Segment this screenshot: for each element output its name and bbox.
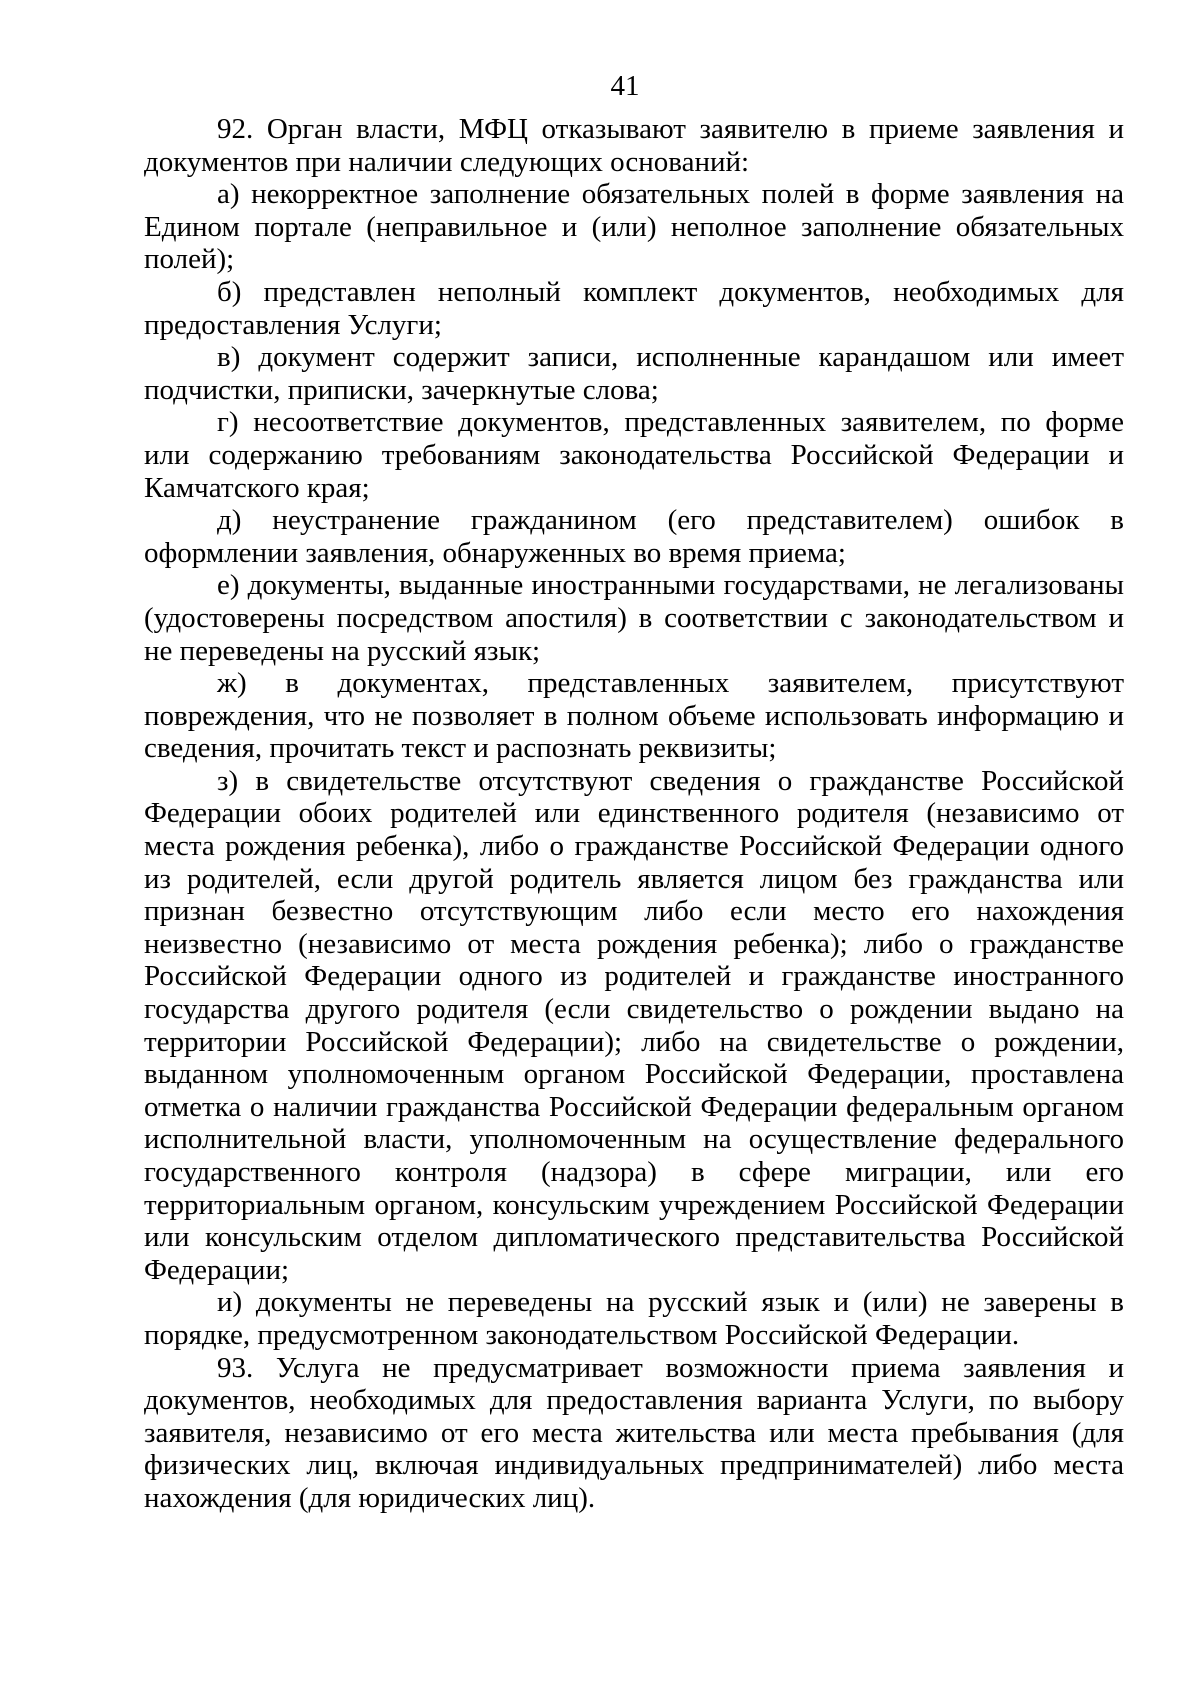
list-item-g: г) несоответствие документов, представленных заявителем, по форме или содержанию требованиям законодательства Российской Федерации и Камчатского края; [144, 406, 1124, 504]
document-body [144, 113, 1124, 1515]
list-item-a: а) некорректное заполнение обязательных полей в форме заявления на Едином портале (неправильное и (или) неполное заполнение обязательных полей); [144, 178, 1124, 276]
list-item-e: е) документы, выданные иностранными государствами, не легализованы (удостоверены посредством апостиля) в соответствии с законодательством и не переведены на русский язык; [144, 569, 1124, 667]
list-item-i: и) документы не переведены на русский язык и (или) не заверены в порядке, предусмотренном законодательством Российской Федерации. [144, 1286, 1124, 1351]
list-item-d: д) неустранение гражданином (его представителем) ошибок в оформлении заявления, обнаруженных во время приема; [144, 504, 1124, 569]
list-item-v: в) документ содержит записи, исполненные карандашом или имеет подчистки, приписки, зачеркнутые слова; [144, 341, 1124, 406]
paragraph-92: 92. Орган власти, МФЦ отказывают заявителю в приеме заявления и документов при наличии следующих оснований: [144, 113, 1124, 178]
list-item-z: з) в свидетельстве отсутствуют сведения о гражданстве Российской Федерации обоих родителей или единственного родителя (независимо от места рождения ребенка), либо о гражданстве Российской Федерации одного из родителей, если другой родитель является лицом без гражданства или признан безвестно отсутствующим либо если место его нахождения неизвестно (независимо от места рождения ребенка); либо о гражданстве Российской Федерации одного из родителей и гражданстве иностранного государства другого родителя (если свидетельство о рождении выдано на территории Российской Федерации); либо на свидетельстве о рождении, выданном уполномоченным органом Российской Федерации, проставлена отметка о наличии гражданства Российской Федерации федеральным органом исполнительной власти, уполномоченным на осуществление федерального государственного контроля (надзора) в сфере миграции, или его территориальным органом, консульским учреждением Российской Федерации или консульским отделом дипломатического представительства Российской Федерации; [144, 764, 1124, 1286]
page-number: 41 [610, 70, 640, 102]
list-item-b: б) представлен неполный комплект документов, необходимых для предоставления Услуги; [144, 275, 1124, 341]
paragraph-93: 93. Услуга не предусматривает возможности приема заявления и документов, необходимых для предоставления варианта Услуги, по выбору заявителя, независимо от его места жительства или места пребывания (для физических лиц, включая индивидуальных предпринимателей) либо места нахождения (для юридических лиц). [144, 1351, 1124, 1514]
list-item-zh: ж) в документах, представленных заявителем, присутствуют повреждения, что не позволяет в полном объеме использовать информацию и сведения, прочитать текст и распознать реквизиты; [144, 667, 1124, 765]
